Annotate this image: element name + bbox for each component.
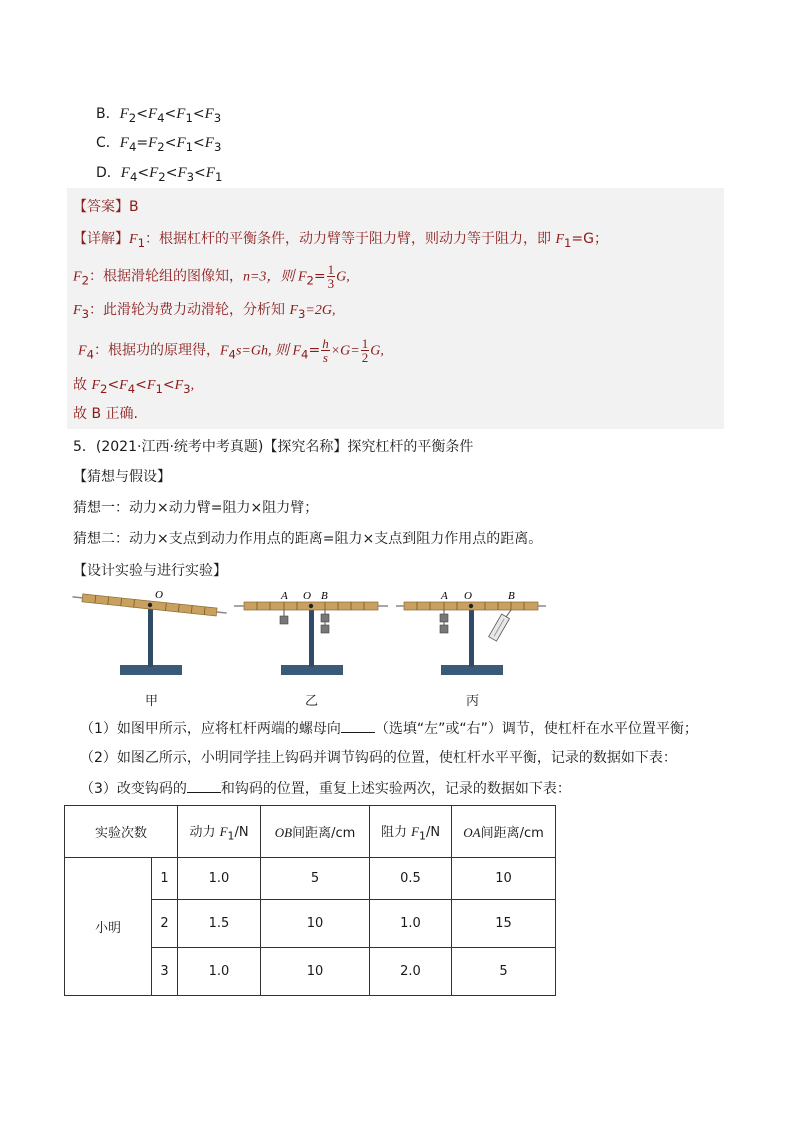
lever-figures: [70, 585, 560, 690]
table-cell: 10: [261, 900, 370, 948]
step-3: （3）改变钩码的 和钩码的位置，重复上述实验两次，记录的数据如下表：: [80, 778, 571, 799]
caption-bing: 丙: [466, 694, 480, 709]
header-oa-distance: OA间距离/cm: [452, 806, 556, 858]
table-cell: 5: [261, 858, 370, 900]
table-cell: 1.0: [178, 858, 261, 900]
label-o-bing: O: [464, 590, 472, 602]
detail-line-3: $F_3$：此滑轮为费力动滑轮，分析知 $F_3=2G$,: [73, 302, 336, 321]
header-trial: 实验次数: [65, 806, 178, 858]
option-b: B．$F_2<F_4<F_1<F_3$: [96, 106, 222, 125]
caption-jia: 甲: [145, 694, 159, 709]
figure-jia: [72, 589, 227, 675]
detail-line-4: $F_4$：根据功的原理得，$F_4s=Gh$, 则 $F_4=$ $\frac{h}{s}$ ×G= $\frac{1}{2}$ G,: [78, 336, 384, 365]
table-cell: 1: [152, 858, 178, 900]
spring-scale: [489, 614, 510, 641]
weight-right-1-yi: [321, 614, 329, 622]
figure-yi: [234, 590, 388, 675]
label-b-yi: B: [321, 590, 328, 602]
header-effort-force: 动力 $F_1/N$: [178, 806, 261, 858]
table-cell: 10: [452, 858, 556, 900]
question-5-title: 5．(2021·江西·统考中考真题)【探究名称】探究杠杆的平衡条件: [73, 439, 474, 455]
weight-left-yi: [280, 616, 288, 624]
guess-1: 猜想一：动力×动力臂=阻力×阻力臂；: [73, 500, 319, 516]
figure-bing: [396, 590, 546, 675]
detail-line-5: 故 $F_2<F_4<F_1<F_3$,: [73, 377, 195, 396]
weight-1-bing: [440, 614, 448, 622]
design-heading: 【设计实验与进行实验】: [73, 563, 227, 579]
fraction-one-third: $\frac{1}{3}$: [327, 262, 335, 291]
header-ob-distance: OB间距离/cm: [261, 806, 370, 858]
guess-heading: 【猜想与假设】: [73, 469, 171, 485]
label-a-bing: A: [441, 590, 448, 602]
table-header-row: [65, 806, 556, 858]
blank-2: [187, 778, 221, 793]
table-cell: 15: [452, 900, 556, 948]
data-table: [64, 805, 556, 996]
table-row: [65, 858, 556, 900]
detail-line-6: 故 B 正确.: [73, 406, 138, 422]
label-o-yi: O: [303, 590, 311, 602]
caption-yi: 乙: [305, 694, 319, 709]
pivot-jia: [148, 603, 152, 607]
fraction-h-over-s: $\frac{h}{s}$: [322, 336, 329, 365]
guess-2: 猜想二：动力×支点到动力作用点的距离=阻力×支点到阻力作用点的距离。: [73, 531, 543, 547]
option-c: C．$F_4=F_2<F_1<F_3$: [96, 135, 222, 154]
step-2: （2）如图乙所示，小明同学挂上钩码并调节钩码的位置，使杠杆水平平衡，记录的数据如下表：: [80, 750, 677, 766]
label-a-yi: A: [281, 590, 288, 602]
weight-2-bing: [440, 625, 448, 633]
label-o-jia: O: [155, 589, 163, 601]
table-cell: 1.0: [178, 948, 261, 996]
group-xiaoming: 小明: [65, 858, 152, 996]
table-cell: 0.5: [370, 858, 452, 900]
table-cell: 3: [152, 948, 178, 996]
detail-line-2: $F_2$：根据滑轮组的图像知，n=3，则 $F_2=$ $\frac{1}{3}$ G,: [73, 262, 350, 291]
table-cell: 2: [152, 900, 178, 948]
table-cell: 5: [452, 948, 556, 996]
pole-bing: [469, 603, 474, 667]
blank-1: [341, 718, 375, 733]
step-1: （1）如图甲所示，应将杠杆两端的螺母向 （选填“左”或“右”）调节，使杠杆在水平位置平衡；: [80, 718, 698, 739]
table-cell: 1.0: [370, 900, 452, 948]
fraction-one-half: $\frac{1}{2}$: [361, 336, 369, 365]
header-load-force: 阻力 $F_1/N$: [370, 806, 452, 858]
answer-line: 【答案】B: [73, 199, 139, 215]
detail-line-1: 【详解】$F_1$：根据杠杆的平衡条件，动力臂等于阻力臂，则动力等于阻力，即 $F_1=G$；: [73, 231, 609, 250]
weight-right-2-yi: [321, 625, 329, 633]
table-cell: 10: [261, 948, 370, 996]
pole-yi: [309, 603, 314, 667]
table-cell: 2.0: [370, 948, 452, 996]
option-d: D．$F_4<F_2<F_3<F_1$: [96, 165, 223, 184]
label-b-bing: B: [508, 590, 515, 602]
table-cell: 1.5: [178, 900, 261, 948]
pole-jia: [148, 603, 153, 667]
